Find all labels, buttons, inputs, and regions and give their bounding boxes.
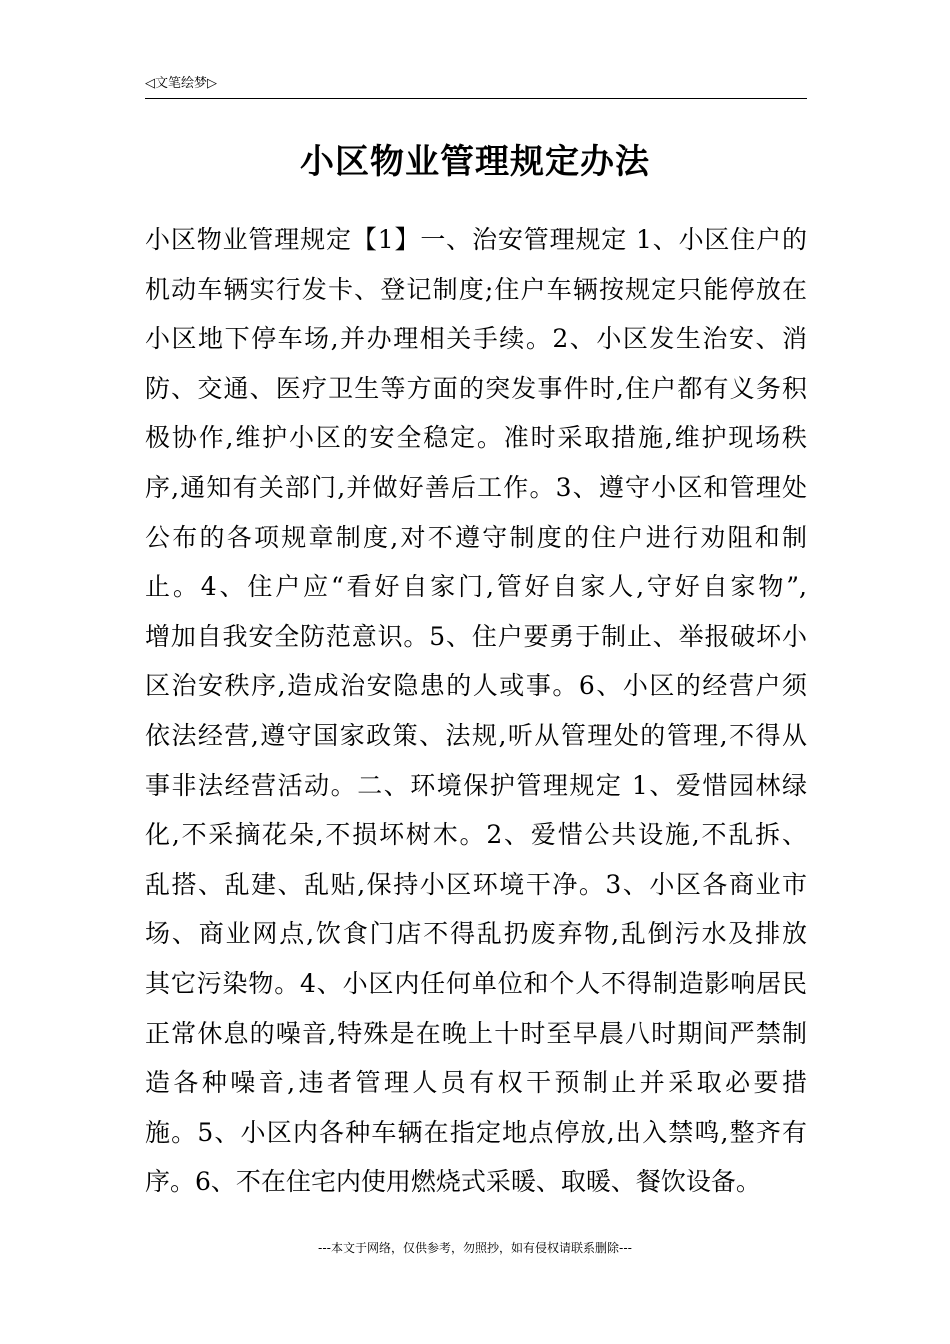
document-body bbox=[145, 222, 807, 1214]
body-line: 机动车辆实行发卡、登记制度;住户车辆按规定只能停放在 bbox=[145, 274, 807, 304]
document-title: 小区物业管理规定办法 bbox=[300, 142, 650, 182]
body-line: 序,通知有关部门,并做好善后工作。3、遵守小区和管理处 bbox=[145, 472, 807, 502]
body-line: 造各种噪音,违者管理人员有权干预制止并采取必要措 bbox=[145, 1068, 807, 1098]
body-line: 依法经营,遵守国家政策、法规,听从管理处的管理,不得从 bbox=[145, 720, 807, 750]
body-line: 序。6、不在住宅内使用燃烧式采暖、取暖、餐饮设备。 bbox=[145, 1167, 761, 1197]
body-line: 施。5、小区内各种车辆在指定地点停放,出入禁鸣,整齐有 bbox=[145, 1117, 807, 1147]
body-line: 事非法经营活动。二、环境保护管理规定 1、爱惜园林绿 bbox=[145, 770, 807, 800]
body-line: 区治安秩序,造成治安隐患的人或事。6、小区的经营户须 bbox=[145, 671, 807, 701]
body-line: 极协作,维护小区的安全稳定。准时采取措施,维护现场秩 bbox=[145, 423, 807, 453]
page-footer: ---本文于网络，仅供参考，勿照抄，如有侵权请联系删除--- bbox=[318, 1241, 632, 1255]
body-line: 其它污染物。4、小区内任何单位和个人不得制造影响居民 bbox=[145, 968, 807, 998]
header-text: ◁文笔绘梦▷ bbox=[145, 76, 217, 91]
body-line: 增加自我安全防范意识。5、住户要勇于制止、举报破坏小 bbox=[145, 621, 807, 651]
body-line: 正常休息的噪音,特殊是在晚上十时至早晨八时期间严禁制 bbox=[145, 1018, 807, 1048]
page-header bbox=[145, 76, 807, 99]
body-line: 场、商业网点,饮食门店不得乱扔废弃物,乱倒污水及排放 bbox=[145, 919, 807, 949]
body-line: 小区地下停车场,并办理相关手续。2、小区发生治安、消 bbox=[145, 324, 807, 354]
body-line: 小区物业管理规定【1】一、治安管理规定 1、小区住户的 bbox=[145, 225, 807, 254]
body-line: 防、交通、医疗卫生等方面的突发事件时,住户都有义务积 bbox=[145, 373, 807, 403]
body-line: 止。4、住户应“看好自家门,管好自家人,守好自家物”, bbox=[145, 572, 807, 602]
body-line: 公布的各项规章制度,对不遵守制度的住户进行劝阻和制 bbox=[145, 522, 807, 552]
body-line: 乱搭、乱建、乱贴,保持小区环境干净。3、小区各商业市 bbox=[145, 869, 807, 899]
body-line: 化,不采摘花朵,不损坏树木。2、爱惜公共设施,不乱拆、 bbox=[145, 820, 807, 850]
